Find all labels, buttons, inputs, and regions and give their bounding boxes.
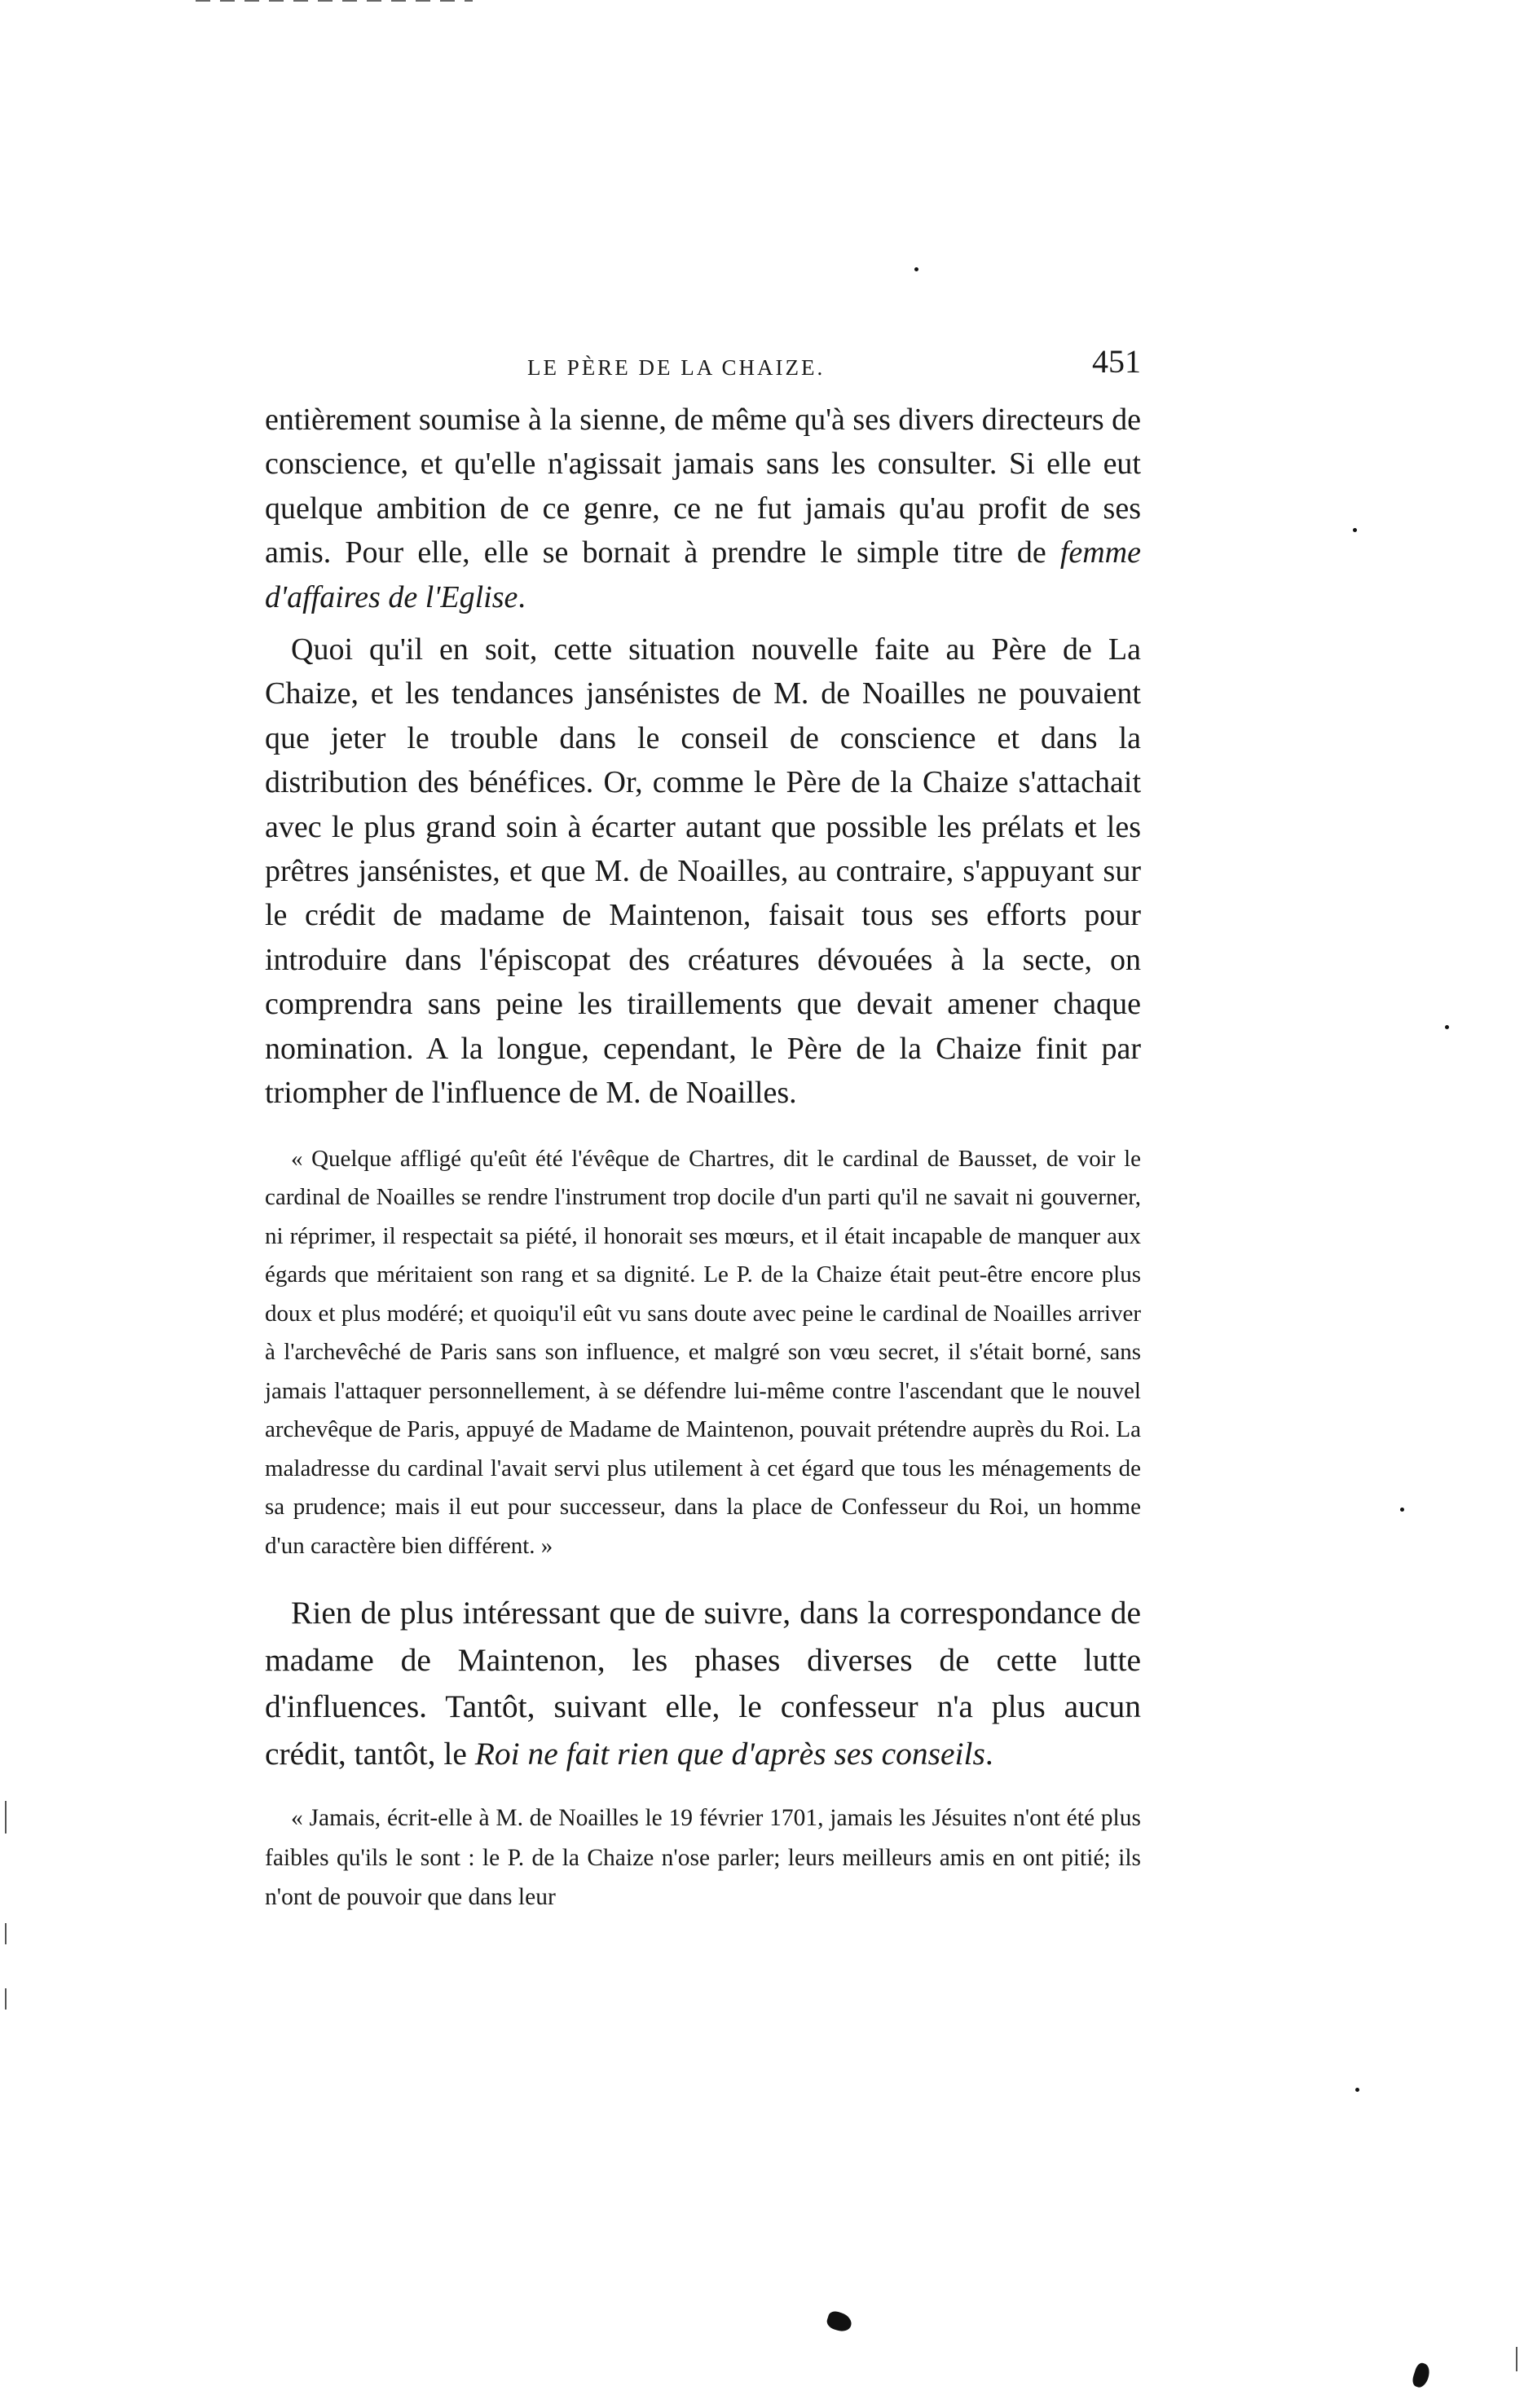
block-quote: « Jamais, écrit-elle à M. de Noailles le 19 février 1701, jamais les Jésuites n'ont été plus faibles qu'ils le sont : le P. de la Chaize n'ose parler; leurs meilleurs amis en ont pitié; ils n'ont de pouvoir que dans leur — [265, 1805, 1141, 1911]
scan-speck — [1355, 2088, 1359, 2092]
scan-speck — [1400, 1508, 1404, 1512]
scan-speck — [1353, 528, 1357, 532]
scan-edge-mark — [5, 1923, 7, 1944]
page-number: 451 — [1092, 343, 1141, 380]
paragraph: Quoi qu'il en soit, cette situation nouvelle faite au Père de La Chaize, et les tendances jansénistes de M. de Noailles ne pouvaient que jeter le trouble dans le conseil de conscience et dans la distribution des bénéfices. Or, comme le Père de la Chaize s'attachait avec le plus grand soin à écarter autant que possible les prélats et les prêtres jansénistes, et que M. de Noailles, au contraire, s'appuyant sur le crédit de madame de Maintenon, faisait tous ses efforts pour introduire dans l'épiscopat des créatures dévouées à la secte, on comprendra sans peine les tiraillements que devait amener chaque nomination. A la longue, cependant, le Père de la Chaize finit par triompher de l'influence de M. de Noailles. — [265, 632, 1141, 1111]
scan-edge-mark — [5, 1801, 7, 1834]
paragraph-end: . — [984, 1735, 993, 1772]
paragraph — [265, 1590, 1141, 1777]
scan-edge-line — [196, 0, 473, 2]
scan-speck — [1445, 1025, 1449, 1029]
paragraph-text: entièrement soumise à la sienne, de même qu'à ses divers directeurs de conscience, et qu'elle n'agissait jamais sans les consulter. Si elle eut quelque ambition de ce genre, ce ne fut jamais qu'au profit de ses amis. Pour elle, elle se bornait à prendre le simple titre de — [265, 403, 1141, 570]
italic-phrase: femme d'affaires de l'Eglise — [265, 535, 1141, 614]
ink-blot — [825, 2309, 853, 2334]
body-text — [265, 398, 1141, 1917]
paragraph-continued — [265, 398, 1141, 619]
scan-edge-mark — [1516, 2347, 1517, 2371]
scan-speck — [914, 267, 918, 271]
paragraph-text: Rien de plus intéressant que de suivre, dans la correspondance de madame de Maintenon, les phases diverses de cette lutte d'influences. Tantôt, suivant elle, le confesseur n'a plus aucun crédit, tantôt, le — [265, 1595, 1141, 1772]
ink-blot — [1411, 2362, 1432, 2389]
italic-phrase: Roi ne fait rien que d'après ses conseils — [474, 1735, 985, 1772]
scan-edge-mark — [5, 1988, 7, 2010]
paragraph-end: . — [518, 579, 526, 614]
block-quote: « Quelque affligé qu'eût été l'évêque de Chartres, dit le cardinal de Bausset, de voir le cardinal de Noailles se rendre l'instrument trop docile d'un parti qu'il ne savait ni gouverner, ni réprimer, il respectait sa piété, il honorait ses mœurs, et il était incapable de manquer aux égards que méritaient son rang et sa dignité. Le P. de la Chaize était peut-être encore plus doux et plus modéré; et quoiqu'il eût vu sans doute avec peine le cardinal de Noailles arriver à l'archevêché de Paris sans son influence, et malgré son vœu secret, il s'était borné, sans jamais l'attaquer personnellement, à se défendre lui-même contre l'ascendant que le nouvel archevêque de Paris, appuyé de Madame de Maintenon, pouvait prétendre auprès du Roi. La maladresse du cardinal l'avait servi plus utilement à cet égard que tous les ménagements de sa prudence; mais il eut pour successeur, dans la place de Confesseur du Roi, un homme d'un caractère bien différent. » — [265, 1145, 1141, 1559]
running-title: LE PÈRE DE LA CHAIZE. — [527, 355, 826, 380]
page-header — [265, 341, 1141, 390]
